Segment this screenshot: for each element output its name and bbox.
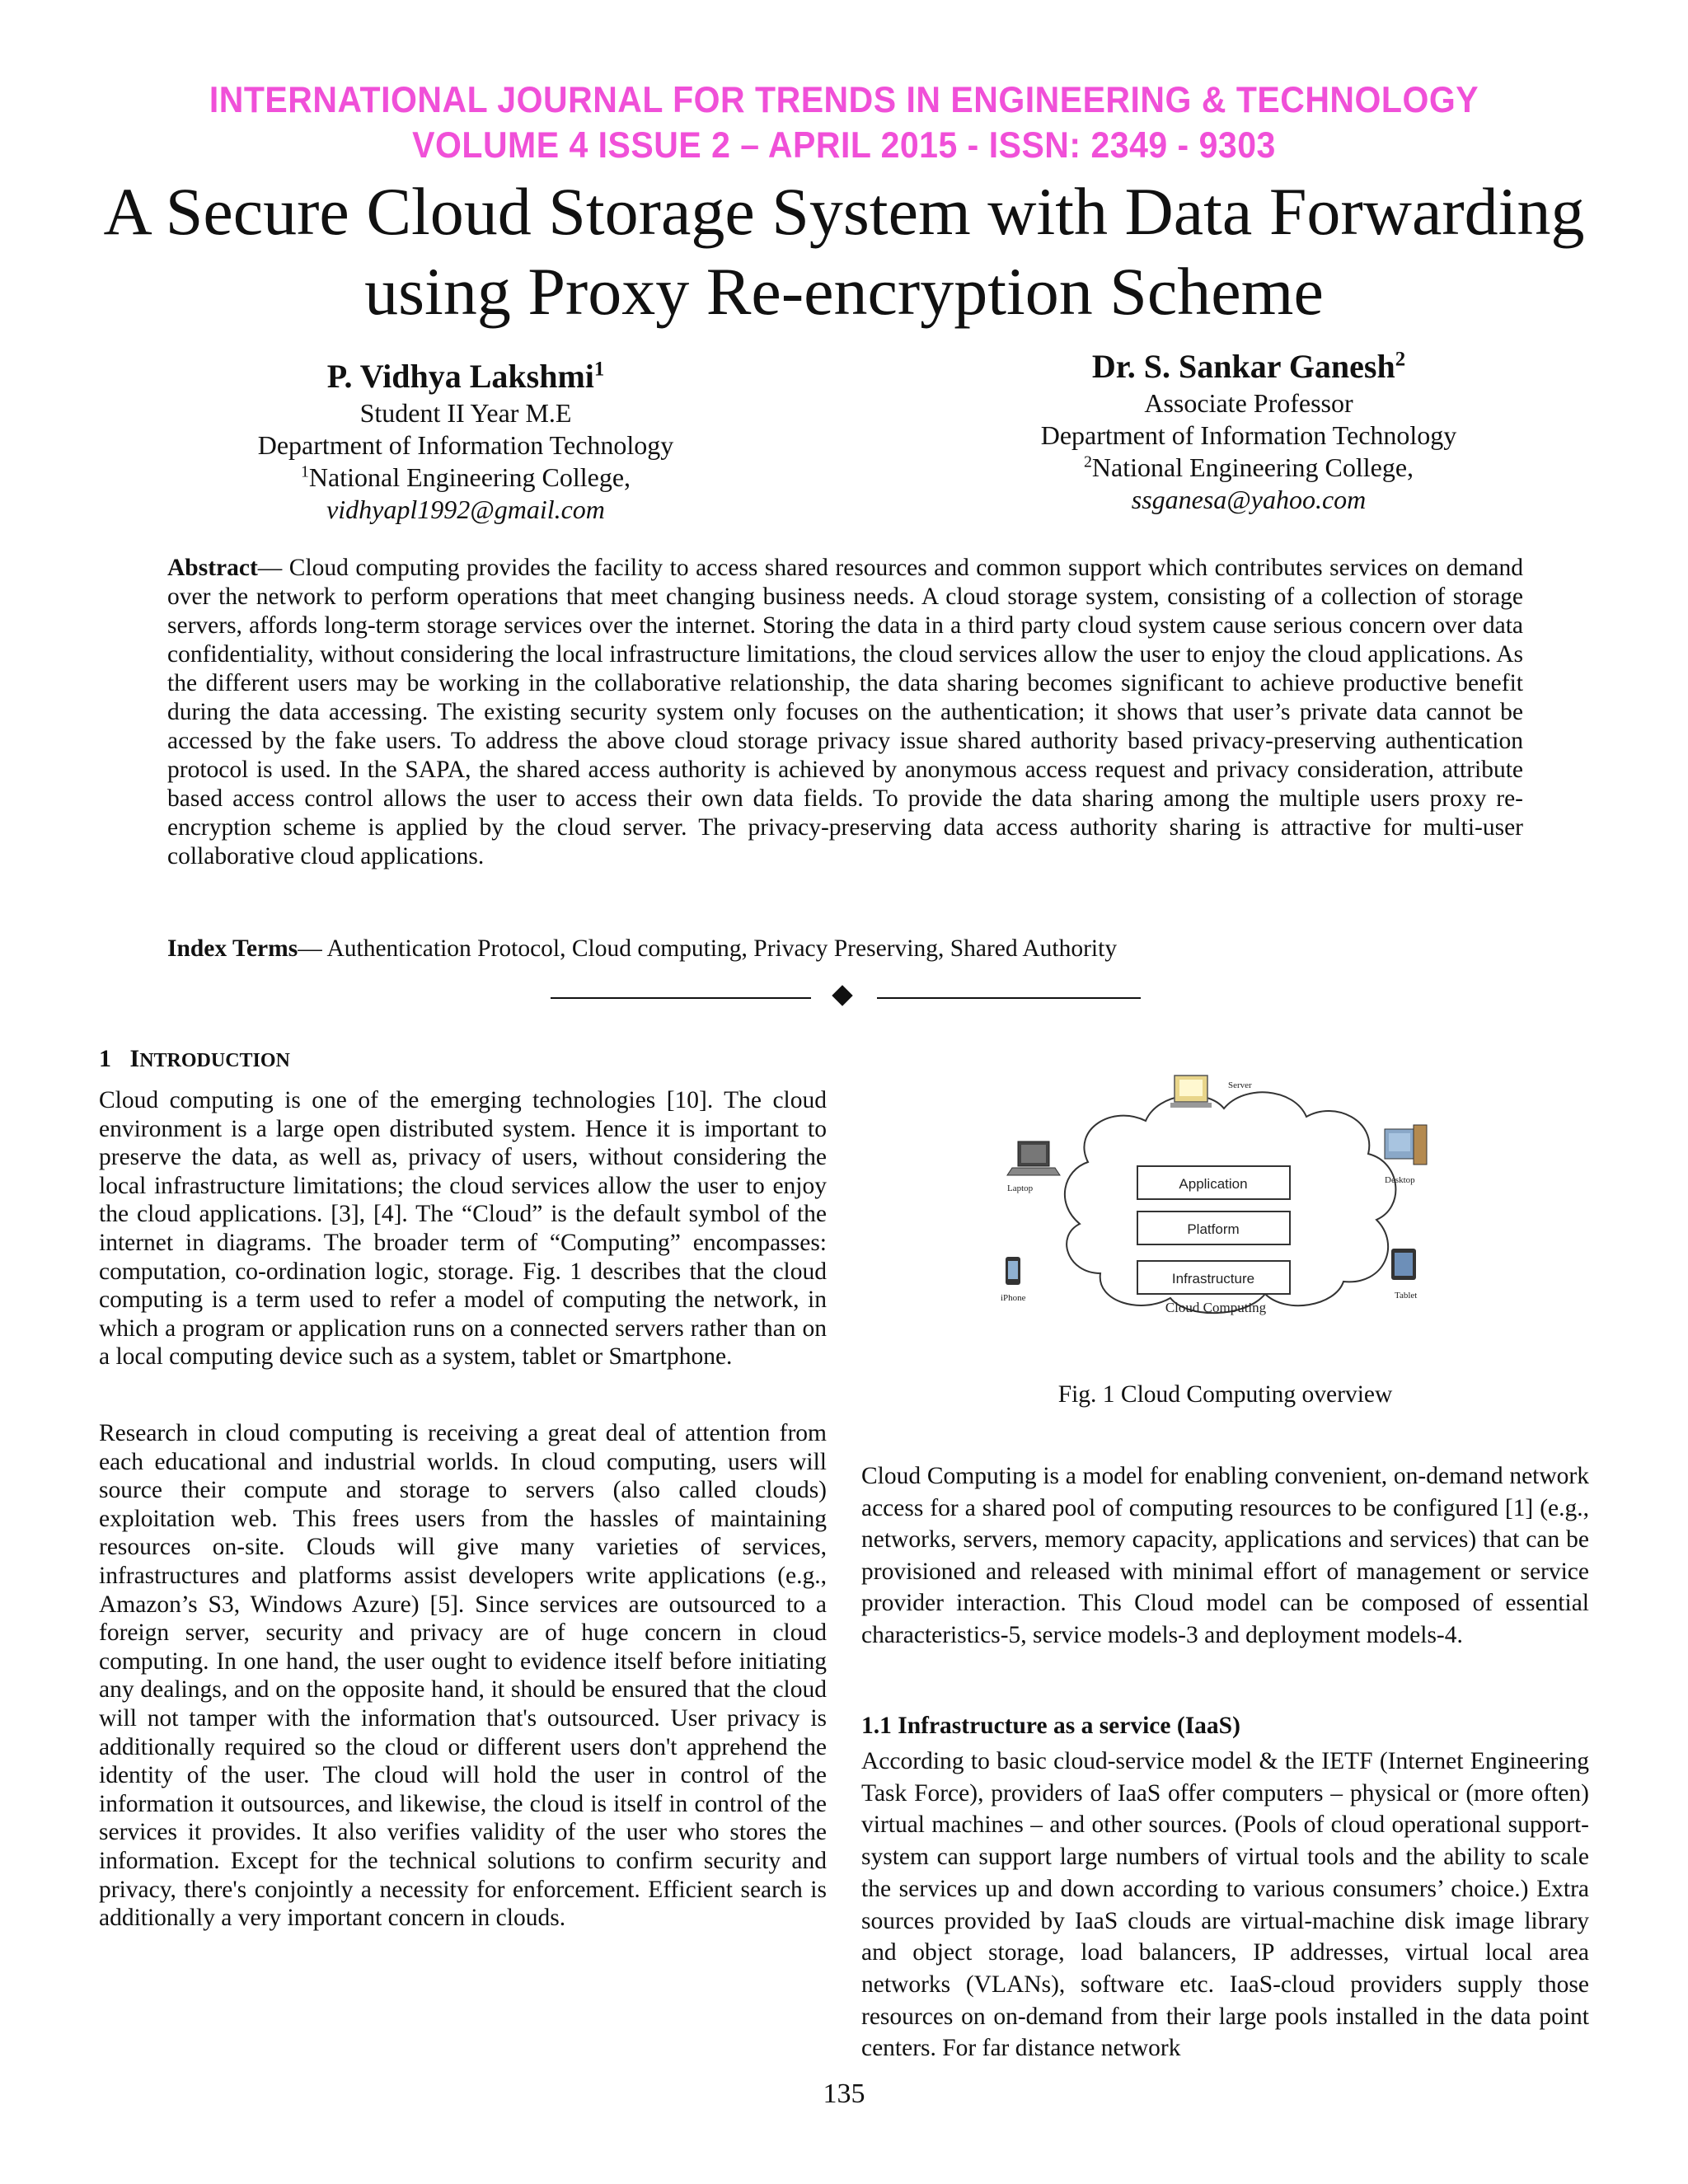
author-block-1 [210, 356, 721, 526]
paragraph-text: Research in cloud computing is receiving a great deal of attention from each educational and industrial worlds. In cloud computing, users will source their compute and storage to servers (also called clouds) exploitation web. This frees users from the hassles of maintaining resources on-site. Clouds will give many varieties of services, infrastructures and platforms assist developers write applications (e.g., Amazon’s S3, Windows Azure) [5]. Since services are outsourced to a foreign server, security and privacy are of huge concern in cloud computing. In one hand, the user ought to evidence itself before initiating any dealings, and on the opposite hand, it should be ensured that the cloud will not tamper with the information that's outsourced. User privacy is additionally required so the cloud or different users don't apprehend the identity of the user. The cloud will hold the user in control of the information it outsources, and likewise, the cloud is itself in control of the services it provides. It also verifies validity of the user who stores the information. Except for the technical solutions to confirm security and privacy, there's conjointly a necessity for enforcement. Efficient search is additionally a very important concern in clouds. [99, 1420, 827, 1932]
institution-text: National Engineering College, [1091, 452, 1414, 482]
iphone-label: iPhone [1001, 1293, 1026, 1303]
abstract [167, 554, 1523, 871]
author-sup: 2 [1395, 348, 1406, 371]
divider-line-left [551, 997, 811, 999]
journal-issue: VOLUME 4 ISSUE 2 – APRIL 2015 - ISSN: 2349 - 9303 [412, 124, 1276, 166]
intro-paragraph-2 [99, 1419, 827, 1933]
section-heading [99, 1045, 290, 1073]
paper-title [0, 171, 1688, 331]
paragraph-text: Cloud computing is one of the emerging technologies [10]. The cloud environment is a large open distributed system. Hence it is important to preserve the data, as well as, privacy of users, without considering the local infrastructure limitations; the cloud services allow the user to enjoy the cloud applications. [3], [4]. The “Cloud” is the default symbol of the internet in diagrams. The broader term of “Computing” encompasses: computation, co-ordination logic, storage. Fig. 1 describes that the cloud computing is a term used to refer a model of computing the network, in which a program or application runs on a connected servers rather than on a local computing device such as a system, tablet or Smartphone. [99, 1087, 827, 1371]
cloud-computing-figure [989, 1071, 1459, 1343]
author-sup: 1 [593, 358, 605, 381]
intro-paragraph-1 [99, 1086, 827, 1371]
desktop-label: Desktop [1385, 1175, 1415, 1185]
layer-application-label: Application [1179, 1176, 1248, 1192]
section-number: 1 [99, 1045, 111, 1072]
index-terms [167, 935, 1523, 963]
author-name [210, 356, 721, 397]
paper-title-line-2: using Proxy Re-encryption Scheme [364, 254, 1324, 329]
author-name-text: Dr. S. Sankar Ganesh [1091, 348, 1395, 385]
laptop-icon [1007, 1141, 1060, 1175]
author-email[interactable]: ssganesa@yahoo.com [1131, 485, 1367, 514]
iphone-icon [1006, 1257, 1020, 1285]
page-number: 135 [823, 2079, 865, 2109]
inst-sup: 1 [300, 462, 309, 481]
abstract-text: Cloud computing provides the facility to access shared resources and common support which contributes services on demand over the network to perform operations that meet changing business needs. A cloud storage system, consisting of a collection of storage servers, affords long-term storage services over the internet. Storing the data in a third party cloud system cause serious concern over data confidentiality, without considering the local infrastructure limitations, the cloud services allow the user to enjoy the cloud applications. As the different users may be working in the collaborative relationship, the data sharing becomes significant to achieve productive benefit during the data accessing. The existing security system only focuses on the authentication; it shows that user’s private data cannot be accessed by the fake users. To address the above cloud storage privacy issue shared authority based privacy-preserving authentication protocol is used. In the SAPA, the shared access authority is achieved by anonymous access request and privacy consideration, attribute based access control allows the user to access their own data fields. To provide the data sharing among the multiple users proxy re-encryption scheme is applied by the cloud server. The privacy-preserving data access authority sharing is attractive for multi-user collaborative cloud applications. [167, 555, 1523, 869]
divider-diamond-icon [832, 985, 852, 1005]
index-terms-text: Authentication Protocol, Cloud computing, Privacy Preserving, Shared Authority [326, 935, 1118, 962]
author-role: Associate Professor [1144, 388, 1353, 418]
institution-text: National Engineering College, [308, 462, 631, 492]
divider-line-right [877, 997, 1141, 999]
author-department: Department of Information Technology [1040, 420, 1457, 450]
index-terms-label: Index Terms [167, 935, 298, 962]
desktop-icon [1385, 1125, 1427, 1165]
layer-infrastructure-label: Infrastructure [1171, 1271, 1255, 1286]
author-email[interactable]: vidhyapl1992@gmail.com [326, 494, 605, 524]
author-name [981, 346, 1517, 387]
intro-paragraph-3 [861, 1460, 1589, 1651]
abstract-label: Abstract [167, 555, 258, 581]
index-terms-dash: — [298, 935, 327, 962]
journal-name: INTERNATIONAL JOURNAL FOR TRENDS IN ENGINEERING & TECHNOLOGY [209, 79, 1479, 120]
author-block-2 [981, 346, 1517, 516]
tablet-icon [1391, 1249, 1416, 1280]
figure-caption: Fig. 1 Cloud Computing overview [1057, 1381, 1393, 1408]
author-institution [210, 462, 721, 494]
subsection-heading: 1.1 Infrastructure as a service (IaaS) [861, 1713, 1240, 1739]
laptop-label: Laptop [1007, 1183, 1034, 1193]
author-role: Student II Year M.E [359, 398, 572, 428]
abstract-dash: — [257, 555, 289, 581]
author-name-text: P. Vidhya Lakshmi [326, 358, 594, 395]
paragraph-text: According to basic cloud-service model & the IETF (Internet Engineering Task Force), providers of IaaS offer computers – physical or (more often) virtual machines – and other sources. (Pools of cloud operational support-system can support large numbers of virtual tools and the ability to scale the services up and down according to various consumers’ choice.) Extra sources provided by IaaS clouds are virtual-machine disk image library and object storage, load balancers, IP addresses, virtual local area networks (VLANs), software etc. IaaS-cloud providers supply those resources on on-demand from their large pools installed in the data point centers. For far distance network [861, 1748, 1589, 2062]
subsection-paragraph [861, 1746, 1589, 2064]
author-institution [981, 452, 1517, 484]
section-title-rest: NTRODUCTION [139, 1050, 290, 1071]
cloud-computing-label: Cloud Computing [1165, 1300, 1267, 1315]
layer-platform-label: Platform [1187, 1221, 1240, 1237]
paragraph-text: Cloud Computing is a model for enabling convenient, on-demand network access for a shared pool of computing resources to be configured [1] (e.g., networks, servers, memory capacity, applications and services) that can be provisioned and released with minimal effort of management or service provider interaction. This Cloud model can be composed of essential characteristics-5, service models-3 and deployment models-4. [861, 1463, 1589, 1648]
tablet-label: Tablet [1395, 1291, 1418, 1301]
server-icon [1170, 1076, 1212, 1108]
author-department: Department of Information Technology [257, 430, 674, 460]
section-title-initial: I [129, 1045, 140, 1072]
paper-title-line-1: A Secure Cloud Storage System with Data Forwarding [103, 174, 1585, 249]
inst-sup: 2 [1083, 452, 1092, 471]
server-label: Server [1228, 1080, 1252, 1090]
